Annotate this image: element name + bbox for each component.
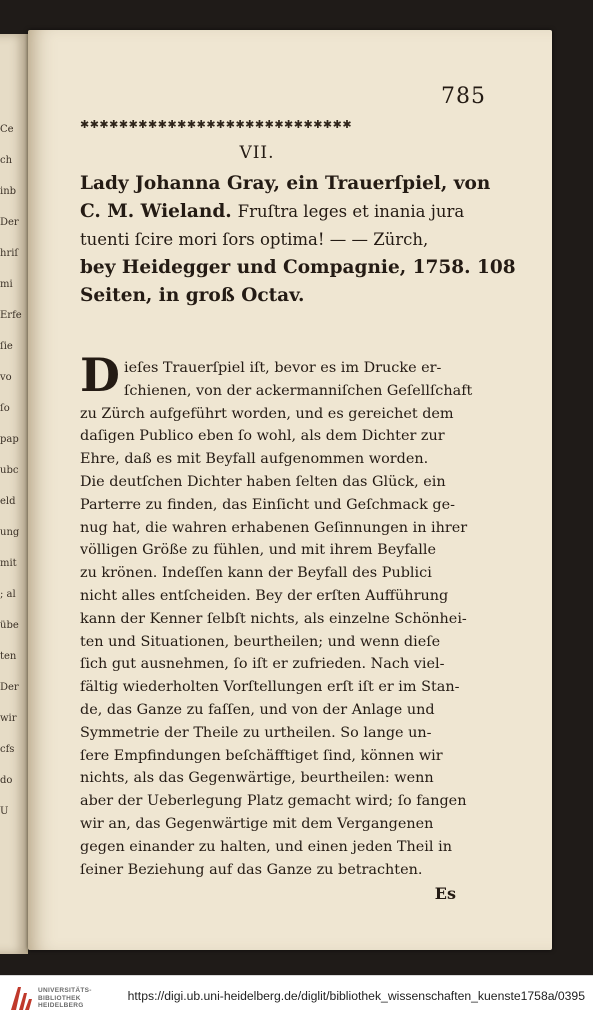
heading-line: bey Heidegger und Compagnie, 1758. 108 <box>80 257 516 278</box>
facing-page-fragment: Ce <box>0 124 14 135</box>
body-line: ſere Empfindungen beſchäfftiget ſind, können wir <box>80 747 443 764</box>
body-line: Parterre zu finden, das Einſicht und Geſchmack ge- <box>80 496 455 513</box>
facing-page-fragment: ; al <box>0 589 16 600</box>
article-heading <box>80 170 516 310</box>
facing-page-fragment: cfs <box>0 744 15 755</box>
facing-page-fragment: ten <box>0 651 17 662</box>
heading-line: Lady Johanna Gray, ein Trauerſpiel, von <box>80 173 491 194</box>
body-line: aber der Ueberlegung Platz gemacht wird; ſo fangen <box>80 793 467 810</box>
body-line: ſich gut ausnehmen, ſo iſt er zufrieden. Nach viel- <box>80 656 445 673</box>
body-line: wir an, das Gegenwärtige mit dem Vergangenen <box>80 815 434 832</box>
body-line: ſchienen, von der ackermanniſchen Geſellſchaft <box>124 382 473 399</box>
heading-line: Seiten, in groß Octav. <box>80 285 305 306</box>
page-number: 785 <box>441 84 486 109</box>
facing-page-fragment: wir <box>0 713 17 724</box>
body-line: Die deutſchen Dichter haben ſelten das Glück, ein <box>80 473 446 490</box>
facing-page-fragment: ung <box>0 527 20 538</box>
body-line: ten und Situationen, beurtheilen; und wenn dieſe <box>80 633 441 650</box>
facing-page-fragment: vo <box>0 372 12 383</box>
body-line: nicht alles entſcheiden. Bey der erſten Aufführung <box>80 587 449 604</box>
heading-line: tuenti ſcire mori ſors optima! — — Zürch, <box>80 230 429 249</box>
facing-page-fragment: Der <box>0 682 19 693</box>
body-line: Ehre, daß es mit Beyfall aufgenommen worden. <box>80 451 429 468</box>
body-line: völligen Größe zu fühlen, und mit ihrem Beyfalle <box>80 542 436 559</box>
facing-page-fragment: pap <box>0 434 19 445</box>
facing-page-fragment: ubc <box>0 465 19 476</box>
library-logo-icon <box>8 983 34 1013</box>
body-line: kann der Kenner ſelbſt nichts, als einzelne Schönhei- <box>80 610 467 627</box>
body-line: daſigen Publico eben ſo wohl, als dem Dichter zur <box>80 428 445 445</box>
body-line: fältig wiederholten Vorſtellungen erſt iſt er im Stan- <box>80 679 460 696</box>
book-page <box>28 30 552 950</box>
heading-line: C. M. Wieland. <box>80 201 232 222</box>
facing-page-fragment: ch <box>0 155 13 166</box>
body-line: nichts, als das Gegenwärtige, beurtheilen: wenn <box>80 770 434 787</box>
facing-page-fragment: hriſ <box>0 248 19 259</box>
body-line: zu krönen. Indeſſen kann der Beyfall des Publici <box>80 565 432 582</box>
facing-page-fragment: U <box>0 806 9 817</box>
ornament-rule: ✱✱✱✱✱✱✱✱✱✱✱✱✱✱✱✱✱✱✱✱✱✱✱✱✱✱✱✱ <box>80 118 353 131</box>
facing-page-fragment: inb <box>0 186 17 197</box>
body-line: gegen einander zu halten, und einen jeden Theil in <box>80 838 452 855</box>
body-line: Symmetrie der Theile zu urtheilen. So lange un- <box>80 724 432 741</box>
facing-page-fragment: Erfe <box>0 310 22 321</box>
facing-page-fragment: ſie <box>0 341 13 352</box>
facing-page-fragment: do <box>0 775 13 786</box>
body-line: nug hat, die wahren erhabenen Geſinnungen in ihrer <box>80 519 468 536</box>
body-line: zu Zürch aufgeführt worden, und es gereichet dem <box>80 405 454 422</box>
facing-page-edge <box>0 34 28 954</box>
facing-page-fragment: eld <box>0 496 16 507</box>
facing-page-fragment: übe <box>0 620 19 631</box>
body-line: ſeiner Beziehung auf das Ganze zu betrachten. <box>80 861 423 878</box>
facing-page-fragment: mit <box>0 558 17 569</box>
facing-page-fragment: mi <box>0 279 13 290</box>
source-url[interactable]: https://digi.ub.uni-heidelberg.de/diglit/bibliothek_wissenschaften_kuenste1758a/0395 <box>127 989 585 1003</box>
library-logo-text: UNIVERSITÄTS- BIBLIOTHEK HEIDELBERG <box>38 987 92 1009</box>
section-number: VII. <box>239 143 275 163</box>
viewer-footer <box>0 975 593 1020</box>
catchword: Es <box>434 884 456 903</box>
facing-page-fragment: Der <box>0 217 19 228</box>
body-line: ieſes Trauerſpiel iſt, bevor es im Drucke er- <box>124 360 442 376</box>
drop-cap: D <box>80 348 120 402</box>
body-text <box>80 357 492 881</box>
heading-line: Fruſtra leges et inania jura <box>237 202 465 221</box>
body-line: de, das Ganze zu faſſen, und von der Anlage und <box>80 701 435 718</box>
facing-page-fragment: ſo <box>0 403 10 414</box>
